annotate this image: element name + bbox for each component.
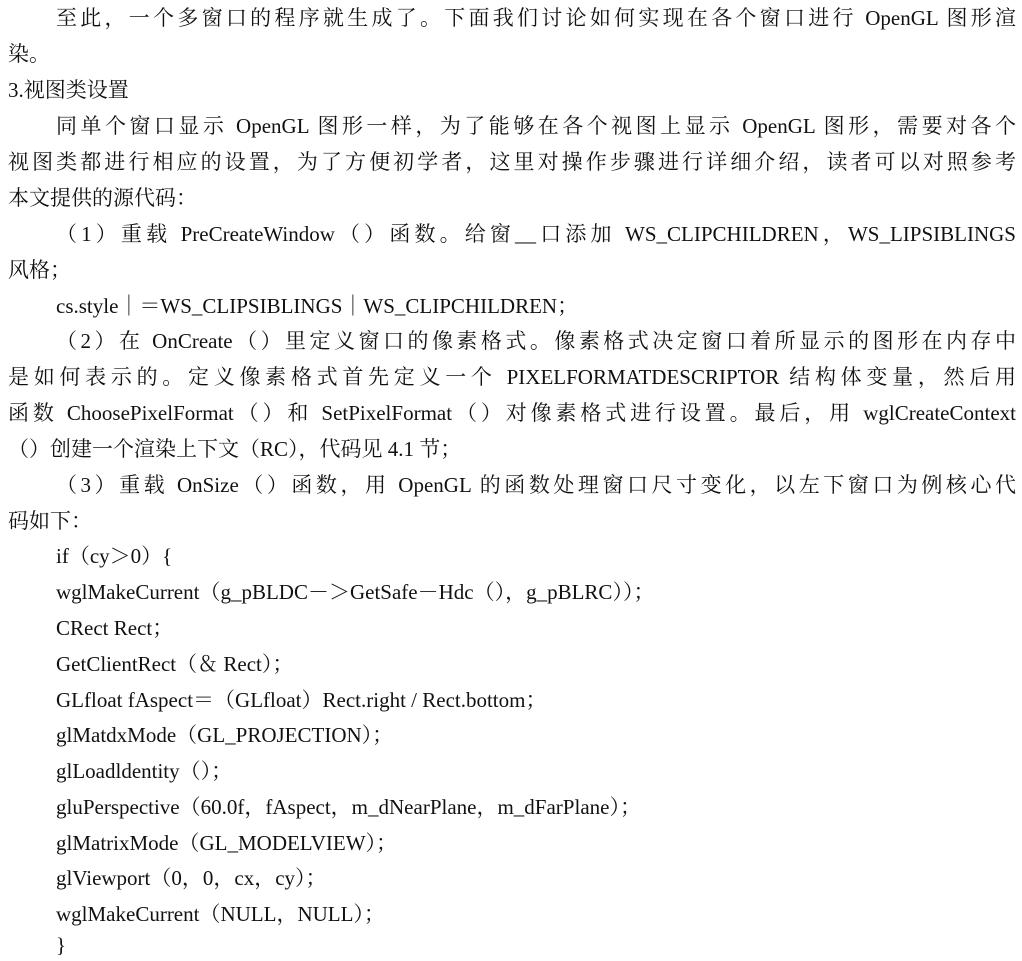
- step2-line-3: 函数 ChoosePixelFormat（）和 SetPixelFormat（）对像素格式进行设置。最后，用 wglCreateContext: [8, 401, 1016, 425]
- step3-line-1: （3）重载 OnSize（）函数，用 OpenGL 的函数处理窗口尺寸变化，以左下窗口为例核心代: [56, 473, 1016, 497]
- section-heading: 3.视图类设置: [8, 78, 129, 102]
- code-line: glMatdxMode（GL_PROJECTION）；: [56, 723, 394, 747]
- code-line: glLoadldentity（）；: [56, 759, 233, 783]
- code-line: GetClientRect（＆ Rect）；: [56, 652, 294, 676]
- step2-line-2: 是如何表示的。定义像素格式首先定义一个 PIXELFORMATDESCRIPTOR 结构体变量，然后用: [8, 365, 1016, 389]
- intro-line-1: 至此，一个多窗口的程序就生成了。下面我们讨论如何实现在各个窗口进行 OpenGL 图形渲: [56, 6, 1016, 30]
- code-line: wglMakeCurrent（g_pBLDC－＞GetSafe－Hdc（），g_pBLRC））；: [56, 580, 655, 604]
- step1-code-line: cs.style｜＝WS_CLIPSIBLINGS｜WS_CLIPCHILDREN；: [56, 294, 579, 318]
- code-line: glMatrixMode（GL_MODELVIEW）；: [56, 831, 398, 855]
- code-line: GLfloat fAspect＝（GLfloat）Rect.right / Rect.bottom；: [56, 688, 547, 712]
- step2-line-1: （2）在 OnCreate（）里定义窗口的像素格式。像素格式决定窗口着所显示的图形在内存中: [56, 329, 1016, 353]
- code-closing-brace: }: [56, 933, 67, 957]
- intro-line-2: 染。: [8, 42, 50, 66]
- code-line: CRect Rect；: [56, 616, 174, 640]
- step2-line-4: （）创建一个渲染上下文（RC），代码见 4.1 节；: [8, 437, 462, 461]
- setup-line-2: 视图类都进行相应的设置，为了方便初学者，这里对操作步骤进行详细介绍，读者可以对照参考: [8, 150, 1016, 174]
- step1-line-2: 风格；: [8, 258, 71, 282]
- code-line: glViewport（0，0，cx，cy）；: [56, 866, 327, 890]
- code-line: wglMakeCurrent（NULL，NULL）；: [56, 902, 385, 926]
- code-line: if（cy＞0）{: [56, 544, 173, 568]
- code-line: gluPerspective（60.0f，fAspect，m_dNearPlane，m_dFarPlane）；: [56, 795, 641, 819]
- step1-line-1: （1）重载 PreCreateWindow（）函数。给窗__口添加 WS_CLIPCHILDREN，WS_LIPSIBLINGS: [56, 222, 1016, 246]
- setup-line-1: 同单个窗口显示 OpenGL 图形一样，为了能够在各个视图上显示 OpenGL 图形，需要对各个: [56, 114, 1016, 138]
- setup-line-3: 本文提供的源代码：: [8, 186, 197, 210]
- step3-line-2: 码如下：: [8, 509, 92, 533]
